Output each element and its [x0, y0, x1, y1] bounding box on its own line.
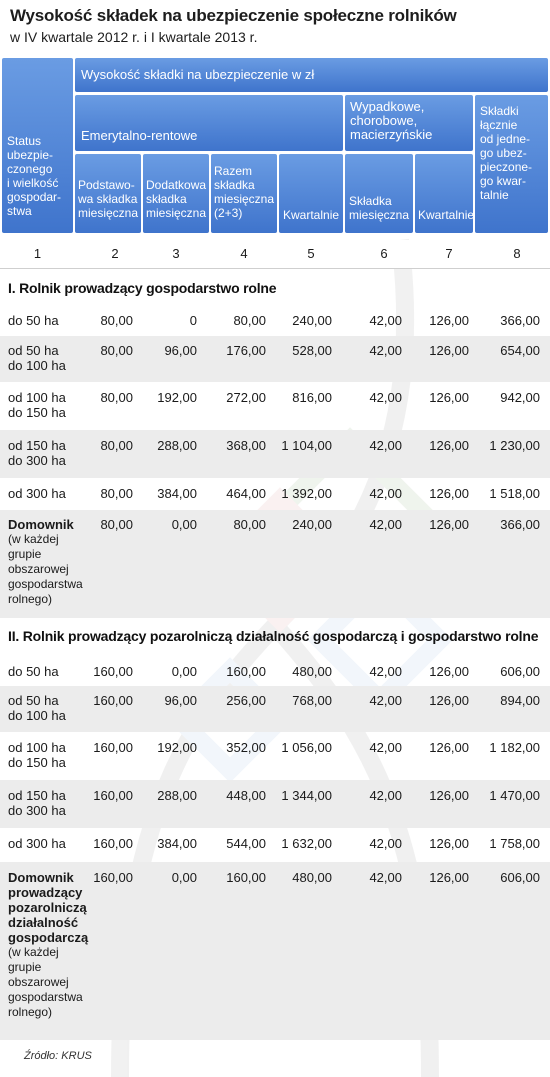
table-row — [0, 656, 550, 686]
table-cell: 256,00 — [226, 693, 266, 708]
table-cell: 80,00 — [100, 517, 133, 532]
table-cell: 126,00 — [429, 313, 469, 328]
table-cell: 1 632,00 — [281, 836, 332, 851]
table-cell: 942,00 — [500, 390, 540, 405]
table-cell: 42,00 — [369, 390, 402, 405]
table-cell: 160,00 — [226, 664, 266, 679]
table-cell: 1 104,00 — [281, 438, 332, 453]
table-cell: 0 — [189, 313, 197, 328]
table-cell: 1 182,00 — [489, 740, 540, 755]
table-row — [0, 686, 550, 732]
table-row — [0, 478, 550, 510]
row-label — [8, 870, 88, 1020]
section-title: II. Rolnik prowadzący pozarolniczą działalność gospodarczą i gospodarstwo rolne — [8, 628, 539, 644]
table-cell: 480,00 — [292, 664, 332, 679]
header-col6: Składka miesięczna — [345, 154, 413, 233]
table-cell: 192,00 — [157, 740, 197, 755]
table-cell: 1 230,00 — [489, 438, 540, 453]
table-cell: 288,00 — [157, 788, 197, 803]
table-cell: 42,00 — [369, 664, 402, 679]
table-cell: 192,00 — [157, 390, 197, 405]
table-cell: 606,00 — [500, 664, 540, 679]
header-accident-group: Wypadkowe, chorobowe, macierzyńskie — [345, 95, 473, 151]
table-cell: 126,00 — [429, 740, 469, 755]
table-cell: 80,00 — [100, 343, 133, 358]
table-cell: 80,00 — [100, 438, 133, 453]
section-title: I. Rolnik prowadzący gospodarstwo rolne — [8, 280, 277, 296]
table-cell: 176,00 — [226, 343, 266, 358]
row-label: od 150 ha do 300 ha — [8, 438, 66, 468]
table-cell: 160,00 — [93, 740, 133, 755]
column-number: 2 — [111, 246, 119, 261]
table-cell: 0,00 — [171, 517, 197, 532]
row-label: od 300 ha — [8, 836, 66, 851]
table-cell: 126,00 — [429, 343, 469, 358]
column-number: 5 — [307, 246, 315, 261]
table-cell: 80,00 — [100, 486, 133, 501]
column-number-row — [0, 240, 550, 269]
table-cell: 96,00 — [164, 343, 197, 358]
table-cell: 366,00 — [500, 517, 540, 532]
column-number: 6 — [380, 246, 388, 261]
row-label-note: (w każdej grupie obszarowej gospodarstwa rolnego) — [8, 945, 83, 1019]
table-cell: 80,00 — [100, 313, 133, 328]
column-number: 3 — [172, 246, 180, 261]
table-cell: 352,00 — [226, 740, 266, 755]
page-title: Wysokość składek na ubezpieczenie społeczne rolników — [10, 6, 457, 25]
table-cell: 528,00 — [292, 343, 332, 358]
table-cell: 240,00 — [292, 313, 332, 328]
table-cell: 42,00 — [369, 438, 402, 453]
table-cell: 42,00 — [369, 836, 402, 851]
table-cell: 288,00 — [157, 438, 197, 453]
table-cell: 768,00 — [292, 693, 332, 708]
column-number: 1 — [33, 246, 42, 261]
table-cell: 42,00 — [369, 343, 402, 358]
table-cell: 272,00 — [226, 390, 266, 405]
header-status: Status ubezpie- czonego i wielkość gospodar- stwa — [2, 58, 73, 233]
table-cell: 160,00 — [93, 788, 133, 803]
table-cell: 126,00 — [429, 664, 469, 679]
table-cell: 126,00 — [429, 486, 469, 501]
title-bar — [0, 0, 550, 52]
header-total: Składki łącznie od jedne- go ubez- pieczone- go kwar- talnie — [475, 95, 548, 233]
table-cell: 96,00 — [164, 693, 197, 708]
row-label: od 100 ha do 150 ha — [8, 740, 66, 770]
table-cell: 0,00 — [171, 870, 197, 885]
header-col2: Podstawo- wa składka miesięczna — [75, 154, 141, 233]
table-cell: 42,00 — [369, 870, 402, 885]
table-cell: 480,00 — [292, 870, 332, 885]
row-label: do 50 ha — [8, 313, 59, 328]
row-label: od 150 ha do 300 ha — [8, 788, 66, 818]
table-cell: 126,00 — [429, 390, 469, 405]
table-cell: 448,00 — [226, 788, 266, 803]
table-cell: 816,00 — [292, 390, 332, 405]
table-row — [0, 306, 550, 336]
table-row — [0, 732, 550, 780]
row-label-note: (w każdej grupie obszarowej gospodarstwa rolnego) — [8, 532, 83, 606]
header-col7: Kwartalnie — [415, 154, 473, 233]
table-cell: 240,00 — [292, 517, 332, 532]
table-cell: 1 758,00 — [489, 836, 540, 851]
table-cell: 1 392,00 — [281, 486, 332, 501]
row-label-bold: Domownik prowadzący pozarolniczą działalność gospodarczą — [8, 870, 89, 945]
table-cell: 1 056,00 — [281, 740, 332, 755]
table-cell: 160,00 — [93, 693, 133, 708]
table-row — [0, 828, 550, 862]
table-cell: 606,00 — [500, 870, 540, 885]
table-cell: 1 518,00 — [489, 486, 540, 501]
source-note: Źródło: KRUS — [24, 1050, 92, 1062]
table-cell: 464,00 — [226, 486, 266, 501]
table-row — [0, 382, 550, 430]
table-cell: 366,00 — [500, 313, 540, 328]
table-row — [0, 430, 550, 478]
table-cell: 160,00 — [93, 836, 133, 851]
row-label: od 300 ha — [8, 486, 66, 501]
header-col3: Dodatkowa składka miesięczna — [143, 154, 209, 233]
table-cell: 368,00 — [226, 438, 266, 453]
row-label: do 50 ha — [8, 664, 59, 679]
table-cell: 160,00 — [226, 870, 266, 885]
table-cell: 126,00 — [429, 517, 469, 532]
table-cell: 894,00 — [500, 693, 540, 708]
row-label-bold: Domownik — [8, 517, 74, 532]
header-pension-group: Emerytalno-rentowe — [75, 95, 343, 151]
table-cell: 126,00 — [429, 870, 469, 885]
row-label: od 100 ha do 150 ha — [8, 390, 66, 420]
column-number: 4 — [240, 246, 248, 261]
row-label: od 50 ha do 100 ha — [8, 693, 66, 723]
header-col4: Razem składka miesięczna (2+3) — [211, 154, 277, 233]
table-row — [0, 780, 550, 828]
row-label: od 50 ha do 100 ha — [8, 343, 66, 373]
table-cell: 80,00 — [100, 390, 133, 405]
table-cell: 42,00 — [369, 517, 402, 532]
header-col5: Kwartalnie — [279, 154, 343, 233]
table-cell: 384,00 — [157, 486, 197, 501]
table-cell: 42,00 — [369, 486, 402, 501]
table-cell: 42,00 — [369, 788, 402, 803]
table-cell: 544,00 — [226, 836, 266, 851]
column-number: 7 — [445, 246, 453, 261]
table-cell: 126,00 — [429, 693, 469, 708]
table-cell: 42,00 — [369, 740, 402, 755]
table-cell: 42,00 — [369, 313, 402, 328]
table-cell: 160,00 — [93, 664, 133, 679]
table-cell: 126,00 — [429, 788, 469, 803]
table-cell: 1 470,00 — [489, 788, 540, 803]
table-cell: 42,00 — [369, 693, 402, 708]
table-cell: 384,00 — [157, 836, 197, 851]
table-cell: 160,00 — [93, 870, 133, 885]
table-row — [0, 510, 550, 618]
table-cell: 1 344,00 — [281, 788, 332, 803]
table-cell: 80,00 — [233, 517, 266, 532]
page-subtitle: w IV kwartale 2012 r. i I kwartale 2013 r. — [10, 29, 258, 45]
table-row — [0, 862, 550, 1040]
table-cell: 0,00 — [171, 664, 197, 679]
header-top-group: Wysokość składki na ubezpieczenie w zł — [75, 58, 548, 92]
table-cell: 654,00 — [500, 343, 540, 358]
column-number: 8 — [513, 246, 521, 261]
table-cell: 80,00 — [233, 313, 266, 328]
table-cell: 126,00 — [429, 836, 469, 851]
table-cell: 126,00 — [429, 438, 469, 453]
table-row — [0, 336, 550, 382]
